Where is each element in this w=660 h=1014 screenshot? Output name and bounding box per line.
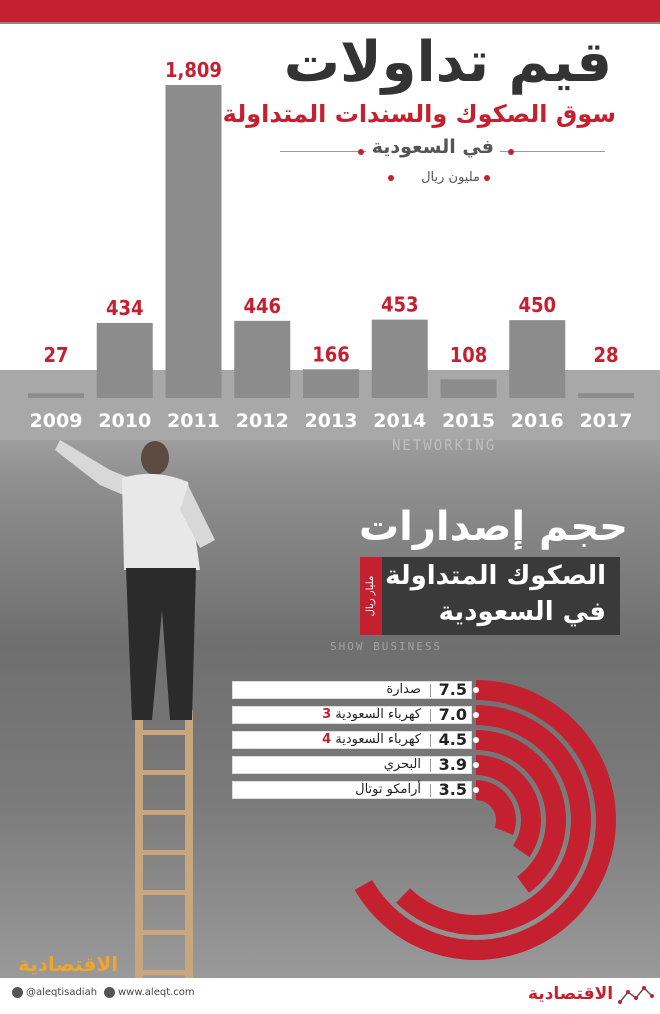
year-tick-label: 2017 — [579, 410, 633, 432]
photo-logo: الاقتصادية — [18, 952, 119, 976]
issuer-name: كهرباء السعودية — [335, 732, 421, 747]
issuance-name — [355, 782, 421, 797]
year-tick-label: 2011 — [167, 410, 220, 432]
issuer-name: البحري — [383, 757, 421, 772]
issuer-number: 3 — [322, 707, 332, 722]
twitter-icon — [12, 987, 23, 998]
year-tick-label: 2010 — [98, 410, 152, 432]
issuance-name — [386, 682, 421, 697]
globe-icon — [104, 987, 115, 998]
bar-value-label: 450 — [518, 293, 557, 318]
chart-line-icon — [618, 984, 656, 1006]
issuance-value: 7.5 — [438, 680, 467, 699]
year-tick-label: 2016 — [510, 410, 564, 432]
bar-value-label: 446 — [243, 293, 282, 318]
year-tick-label: 2015 — [442, 410, 495, 432]
issuer-name: صدارة — [386, 682, 421, 697]
bar-value-label: 434 — [105, 295, 144, 320]
row-separator — [430, 734, 431, 747]
issuer-number: 4 — [322, 732, 332, 747]
issuer-name: كهرباء السعودية — [335, 707, 421, 722]
issuance-name — [322, 707, 421, 722]
bar-value-label: 108 — [449, 343, 488, 367]
issuance-unit-label: مليار ريال — [365, 575, 376, 617]
radial-bar-dot — [473, 712, 479, 718]
bar-value-label: 453 — [380, 292, 419, 317]
year-tick-label: 2012 — [235, 410, 289, 432]
radial-bar-dot — [473, 687, 479, 693]
radial-bar-dot — [473, 762, 479, 768]
year-tick-label: 2013 — [304, 410, 358, 432]
year-tick-label: 2009 — [29, 410, 83, 432]
bar-value-label: 27 — [43, 343, 69, 367]
footer — [0, 978, 660, 1014]
issuance-value: 3.9 — [438, 755, 467, 774]
year-tick-label: 2014 — [373, 410, 427, 432]
issuance-row-5 — [232, 781, 472, 799]
issuance-row-4 — [232, 756, 472, 774]
issuance-name — [322, 732, 421, 747]
row-separator — [430, 684, 431, 697]
issuance-row-1 — [232, 681, 472, 699]
issuance-name — [384, 757, 421, 772]
footer-logo: الاقتصادية — [528, 984, 614, 1004]
radial-bar-dot — [473, 787, 479, 793]
bar-value-label: 28 — [593, 343, 619, 367]
website-link[interactable]: www.aleqt.com — [118, 987, 195, 998]
subtitle-country: في السعودية — [366, 136, 500, 158]
issuer-name: أرامكو توتال — [355, 782, 421, 797]
row-separator — [430, 709, 431, 722]
radial-bar-dot — [473, 737, 479, 743]
twitter-handle[interactable]: @aleqtisadiah — [26, 987, 98, 998]
bar-value-label: 166 — [312, 342, 350, 367]
row-separator — [430, 759, 431, 772]
issuance-title: حجم إصدارات — [358, 504, 628, 550]
issuance-subtitle-line1: الصكوك المتداولة — [385, 561, 606, 591]
unit-label: مليون ريال — [421, 170, 480, 185]
watermark-show-business: SHOW BUSINESS — [330, 640, 443, 653]
issuance-subtitle-line2: في السعودية — [438, 597, 606, 627]
issuance-value: 3.5 — [438, 780, 467, 799]
main-title: قيم تداولات — [283, 30, 612, 95]
issuance-value: 4.5 — [438, 730, 467, 749]
issuance-value: 7.0 — [438, 705, 467, 724]
bar-value-label: 1,809 — [165, 58, 222, 82]
watermark-networking: NETWORKING — [392, 438, 497, 454]
issuance-row-3 — [232, 731, 472, 749]
row-separator — [430, 784, 431, 797]
issuance-row-2 — [232, 706, 472, 724]
subtitle: سوق الصكوك والسندات المتداولة — [222, 100, 616, 128]
